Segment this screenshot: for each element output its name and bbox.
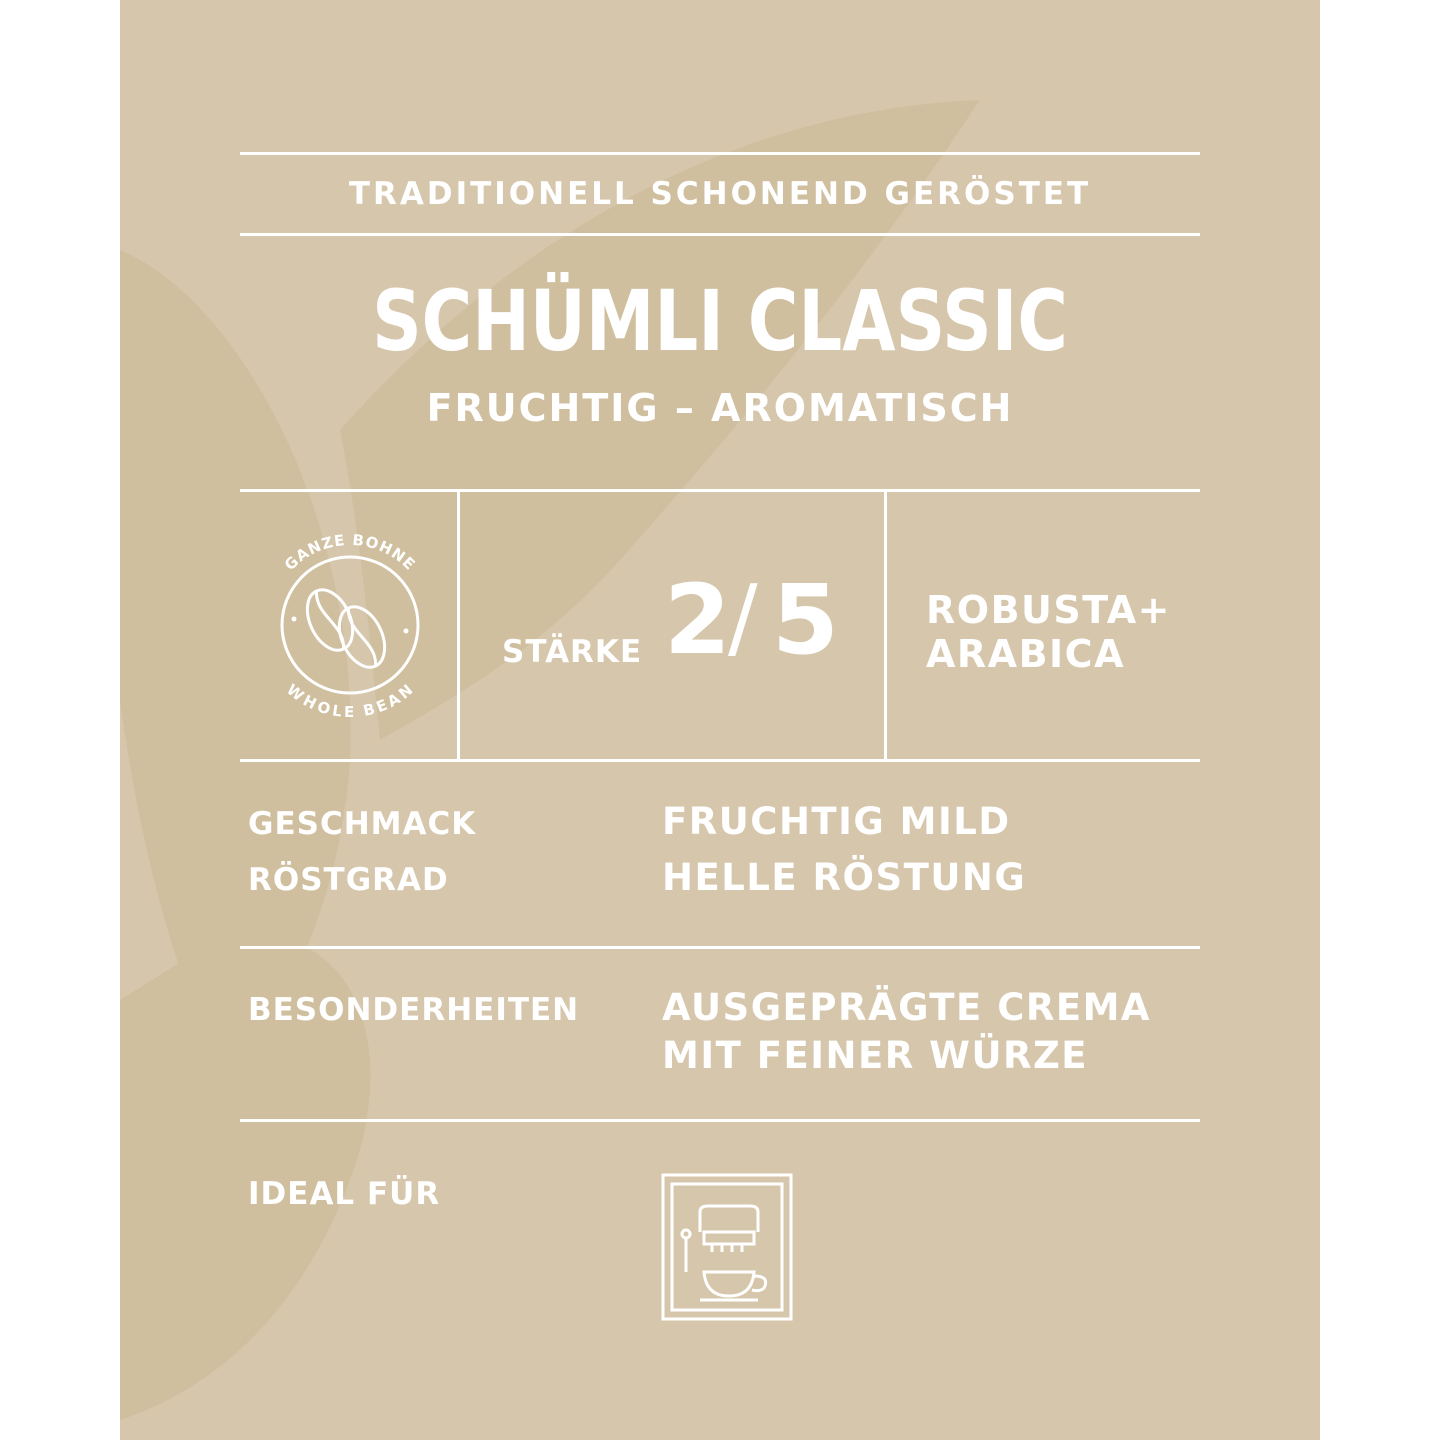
divider-box-right (884, 489, 887, 762)
strength-slash: / (728, 566, 758, 669)
blend-line-1: ROBUSTA+ (926, 588, 1171, 632)
svg-text:GANZE BOHNE (281, 531, 419, 574)
whole-bean-badge (260, 525, 440, 725)
divider-box-top (240, 489, 1200, 492)
taste-value: FRUCHTIG MILD (662, 800, 1011, 843)
divider-details (240, 946, 1200, 949)
badge-top-text: GANZE BOHNE (280, 530, 420, 575)
blend-line-2: ARABICA (926, 632, 1125, 676)
taste-label: GESCHMACK (248, 806, 477, 842)
espresso-machine-icon (660, 1172, 796, 1324)
divider-top (240, 152, 1200, 155)
strength-value: 2 (664, 564, 731, 676)
tagline: TRADITIONELL SCHONEND GERÖSTET (348, 176, 1092, 212)
product-info-card (120, 0, 1320, 1440)
roast-label: RÖSTGRAD (248, 862, 449, 898)
special-value-line-1: AUSGEPRÄGTE CREMA (662, 986, 1152, 1029)
divider-special (240, 1119, 1200, 1122)
product-title: SCHÜMLI CLASSIC (372, 272, 1068, 370)
strength-max: 5 (772, 564, 839, 676)
coffee-bean-icon (260, 525, 440, 725)
product-subtitle: FRUCHTIG – AROMATISCH (426, 386, 1014, 430)
strength-label: STÄRKE (502, 634, 643, 670)
special-label: BESONDERHEITEN (248, 992, 580, 1028)
badge-bottom-text: WHOLE BEAN (283, 680, 418, 722)
svg-text:WHOLE BEAN (283, 680, 417, 721)
ideal-label: IDEAL FÜR (248, 1176, 441, 1212)
divider-box-left (457, 489, 460, 762)
special-value-line-2: MIT FEINER WÜRZE (662, 1034, 1089, 1077)
divider-tagline (240, 233, 1200, 236)
divider-box-bottom (240, 759, 1200, 762)
roast-value: HELLE RÖSTUNG (662, 856, 1027, 899)
